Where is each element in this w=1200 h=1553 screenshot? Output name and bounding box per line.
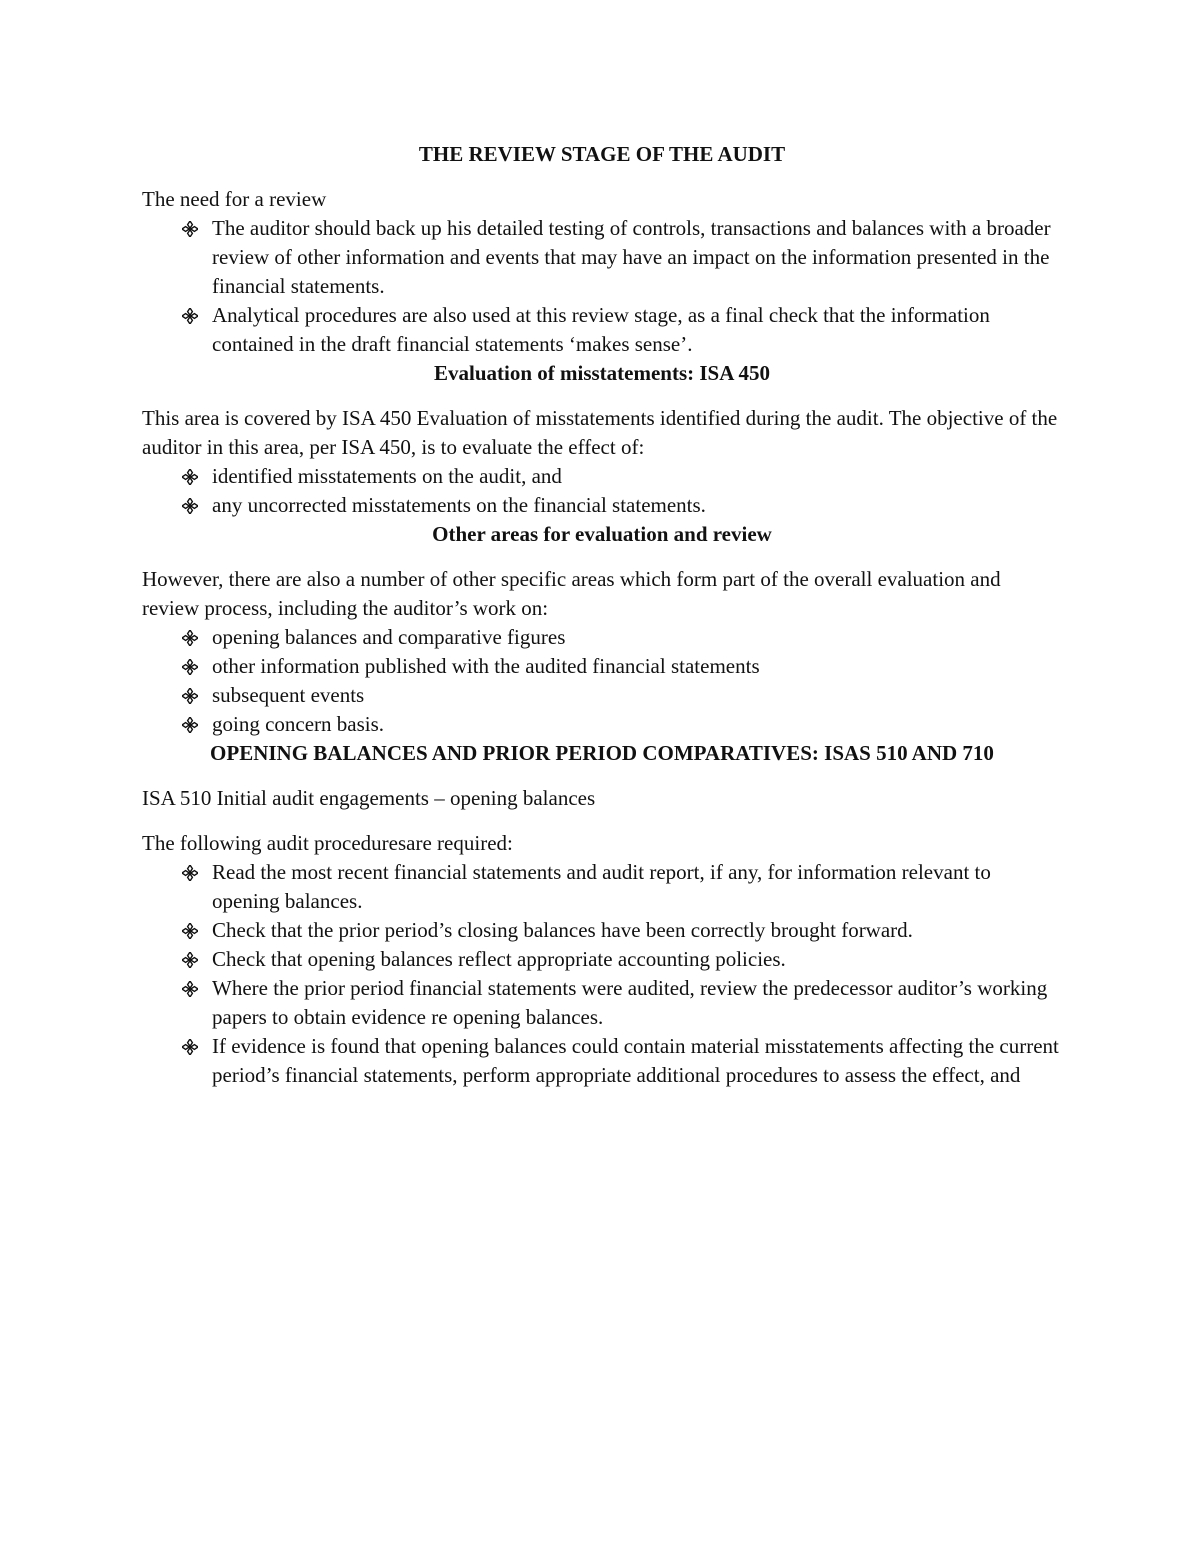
- four-diamond-bullet-icon: [179, 652, 201, 681]
- list-item: [212, 491, 1062, 520]
- intro-bullet-list: [142, 214, 1062, 359]
- four-diamond-bullet-icon: [179, 681, 201, 710]
- list-item-text: The auditor should back up his detailed testing of controls, transactions and balances with a broader review of other information and events that may have an impact on the information presented in the financial statements.: [212, 216, 1051, 298]
- list-item: [212, 681, 1062, 710]
- document-content: [142, 140, 1062, 1090]
- section-intro-subheading: The need for a review: [142, 187, 327, 211]
- list-item: [212, 301, 1062, 359]
- list-item: [212, 858, 1062, 916]
- misstatements-paragraph: This area is covered by ISA 450 Evaluation of misstatements identified during the audit. The objective of the auditor in this area, per ISA 450, is to evaluate the effect of:: [142, 406, 1058, 459]
- other-areas-bullet-list: [142, 623, 1062, 739]
- list-item-text: identified misstatements on the audit, and: [212, 464, 562, 488]
- list-item-text: Read the most recent financial statements and audit report, if any, for information relevant to opening balances.: [212, 860, 991, 913]
- four-diamond-bullet-icon: [179, 301, 201, 330]
- list-item-text: other information published with the audited financial statements: [212, 654, 760, 678]
- list-item: [212, 462, 1062, 491]
- four-diamond-bullet-icon: [179, 916, 201, 945]
- section-heading-other-areas: Other areas for evaluation and review: [432, 522, 772, 546]
- opening-balances-bullet-list: [142, 858, 1062, 1090]
- list-item-text: Check that opening balances reflect appropriate accounting policies.: [212, 947, 786, 971]
- four-diamond-bullet-icon: [179, 214, 201, 243]
- list-item: [212, 623, 1062, 652]
- list-item-text: opening balances and comparative figures: [212, 625, 566, 649]
- list-item: [212, 916, 1062, 945]
- four-diamond-bullet-icon: [179, 710, 201, 739]
- list-item-text: Analytical procedures are also used at this review stage, as a final check that the information contained in the draft financial statements ‘makes sense’.: [212, 303, 990, 356]
- list-item-text: If evidence is found that opening balances could contain material misstatements affecting the current period’s financial statements, perform appropriate additional procedures to assess the effect, and: [212, 1034, 1059, 1087]
- list-item-text: going concern basis.: [212, 712, 385, 736]
- section-heading-opening-balances: OPENING BALANCES AND PRIOR PERIOD COMPARATIVES: ISAS 510 AND 710: [210, 741, 994, 765]
- four-diamond-bullet-icon: [179, 491, 201, 520]
- page-title: THE REVIEW STAGE OF THE AUDIT: [418, 142, 786, 166]
- four-diamond-bullet-icon: [179, 462, 201, 491]
- list-item: [212, 214, 1062, 301]
- four-diamond-bullet-icon: [179, 945, 201, 974]
- four-diamond-bullet-icon: [179, 974, 201, 1003]
- list-item-text: Check that the prior period’s closing balances have been correctly brought forward.: [212, 918, 913, 942]
- four-diamond-bullet-icon: [179, 858, 201, 887]
- opening-balances-subheading: ISA 510 Initial audit engagements – opening balances: [142, 786, 596, 810]
- opening-balances-paragraph: The following audit proceduresare required:: [142, 831, 513, 855]
- four-diamond-bullet-icon: [179, 1032, 201, 1061]
- list-item: [212, 652, 1062, 681]
- list-item: [212, 945, 1062, 974]
- list-item-text: subsequent events: [212, 683, 365, 707]
- four-diamond-bullet-icon: [179, 623, 201, 652]
- list-item: [212, 1032, 1062, 1090]
- list-item: [212, 974, 1062, 1032]
- list-item-text: any uncorrected misstatements on the financial statements.: [212, 493, 706, 517]
- list-item-text: Where the prior period financial statements were audited, review the predecessor auditor’s working papers to obtain evidence re opening balances.: [212, 976, 1048, 1029]
- list-item: [212, 710, 1062, 739]
- section-heading-misstatements: Evaluation of misstatements: ISA 450: [433, 361, 770, 385]
- misstatements-bullet-list: [142, 462, 1062, 520]
- other-areas-paragraph: However, there are also a number of other specific areas which form part of the overall evaluation and review process, including the auditor’s work on:: [142, 567, 1001, 620]
